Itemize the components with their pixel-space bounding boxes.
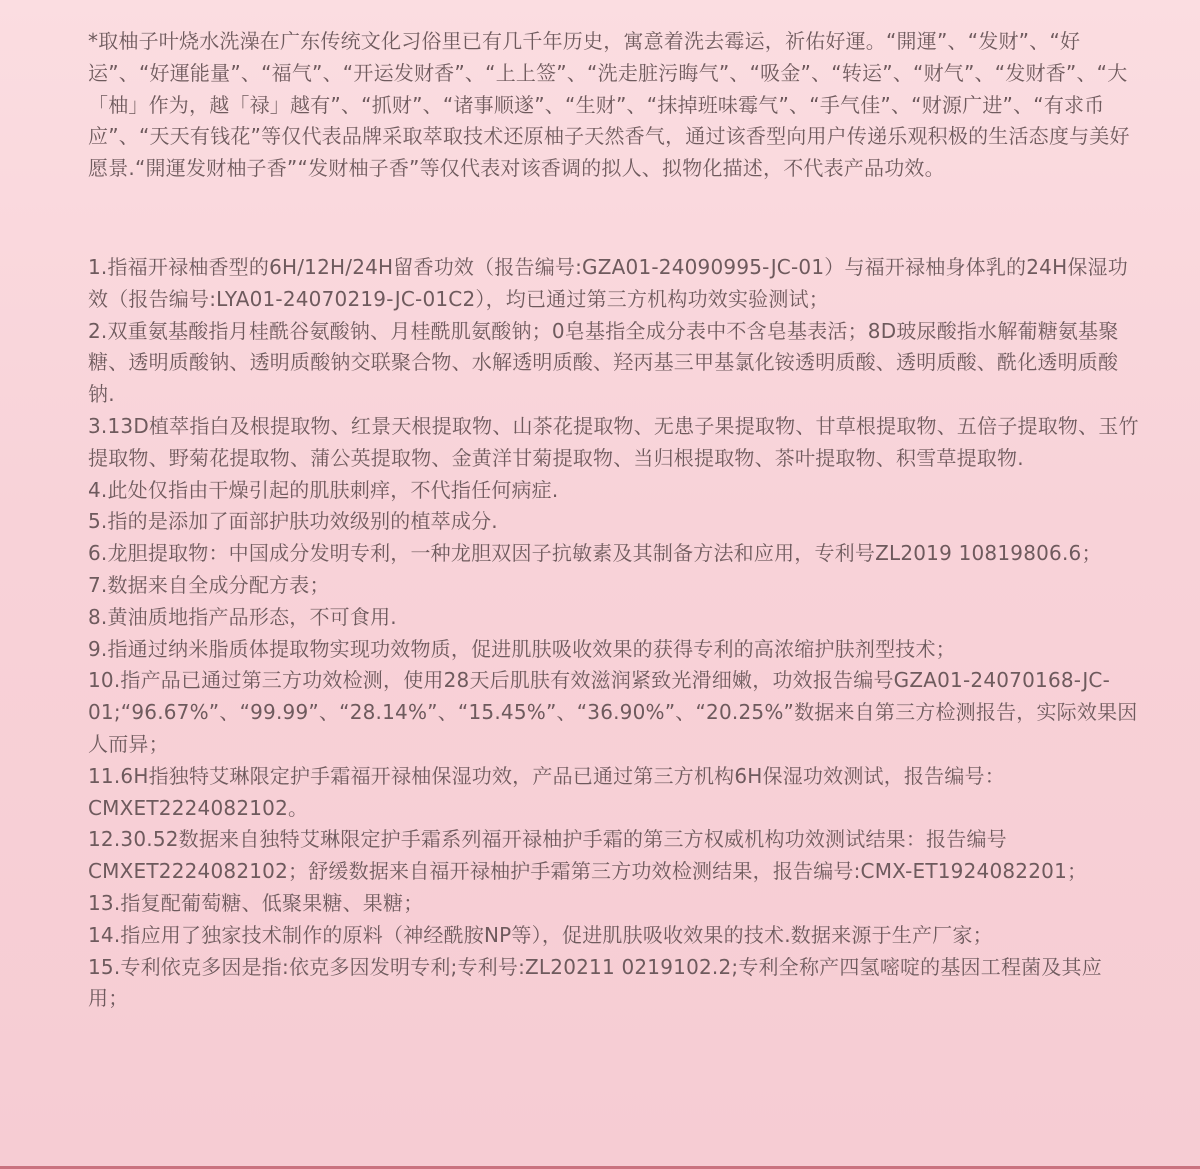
footnote-item: 12.30.52数据来自独特艾琳限定护手霜系列福开禄柚护手霜的第三方权威机构功效测试结果：报告编号CMXET2224082102；舒缓数据来自福开禄柚护手霜第三方功效检测结果，报告编号:CMX-ET1924082201； xyxy=(88,827,1088,884)
disclaimer-text-block xyxy=(88,26,1140,1011)
footnote-list xyxy=(88,252,1140,1015)
footnote-item: 8.黄油质地指产品形态，不可食用. xyxy=(88,604,397,629)
footnote-item: 5.指的是添加了面部护肤功效级别的植萃成分. xyxy=(88,509,498,534)
footnote-item: 3.13D植萃指白及根提取物、红景天根提取物、山茶花提取物、无患子果提取物、甘草根提取物、五倍子提取物、玉竹提取物、野菊花提取物、蒲公英提取物、金黄洋甘菊提取物、当归根提取物、茶叶提取物、积雪草提取物. xyxy=(88,413,1139,470)
intro-paragraph: *取柚子叶烧水洗澡在广东传统文化习俗里已有几千年历史，寓意着洗去霉运，祈佑好運。“開運”、“发财”、“好运”、“好運能量”、“福气”、“开运发财香”、“上上签”、“洗走脏污晦气”、“吸金”、“转运”、“财气”、“发财香”、“大「柚」作为，越「禄」越有”、“抓财”、“诸事顺遂”、“生财”、“抹掉班味霉气”、“手气佳”、“财源广进”、“有求币应”、“天天有钱花”等仅代表品牌采取萃取技术还原柚子天然香气，通过该香型向用户传递乐观积极的生活态度与美好愿景.“開運发财柚子香”“发财柚子香”等仅代表对该香调的拟人、拟物化描述，不代表产品功效。 xyxy=(88,29,1130,181)
footnote-item: 4.此处仅指由干燥引起的肌肤刺痒，不代指任何病症. xyxy=(88,477,559,502)
footnote-item: 15.专利依克多因是指:依克多因发明专利;专利号:ZL20211 0219102.2;专利全称产四氢嘧啶的基因工程菌及其应用； xyxy=(88,954,1102,1011)
footnote-item: 9.指通过纳米脂质体提取物实现功效物质，促进肌肤吸收效果的获得专利的高浓缩护肤剂型技术； xyxy=(88,636,956,661)
footnote-item: 14.指应用了独家技术制作的原料（神经酰胺NP等），促进肌肤吸收效果的技术.数据来源于生产厂家； xyxy=(88,922,993,947)
footnote-item: 6.龙胆提取物：中国成分发明专利，一种龙胆双因子抗敏素及其制备方法和应用，专利号ZL2019 10819806.6； xyxy=(88,541,1102,566)
footnote-item: 1.指福开禄柚香型的6H/12H/24H留香功效（报告编号:GZA01-24090995-JC-01）与福开禄柚身体乳的24H保湿功效（报告编号:LYA01-24070219-JC-01C2），均已通过第三方机构功效实验测试； xyxy=(88,255,1128,311)
footnote-item: 2.双重氨基酸指月桂酰谷氨酸钠、月桂酰肌氨酸钠；0皂基指全成分表中不含皂基表活；8D玻尿酸指水解葡糖氨基聚糖、透明质酸钠、透明质酸钠交联聚合物、水解透明质酸、羟丙基三甲基氯化铵透明质酸、透明质酸、酰化透明质酸钠. xyxy=(88,318,1119,407)
footnote-item: 7.数据来自全成分配方表； xyxy=(88,572,330,597)
footnote-item: 11.6H指独特艾琳限定护手霜福开禄柚保湿功效，产品已通过第三方机构6H保湿功效测试，报告编号：CMXET2224082102。 xyxy=(88,763,1005,820)
footnote-item: 10.指产品已通过第三方功效检测，使用28天后肌肤有效滋润紧致光滑细嫩，功效报告编号GZA01-24070168-JC-01;“96.67%”、“99.99”、“28.14%”、“15.45%”、“36.90%”、“20.25%”数据来自第三方检测报告，实际效果因人而异； xyxy=(88,668,1138,756)
footnote-item: 13.指复配葡萄糖、低聚果糖、果糖； xyxy=(88,890,424,915)
